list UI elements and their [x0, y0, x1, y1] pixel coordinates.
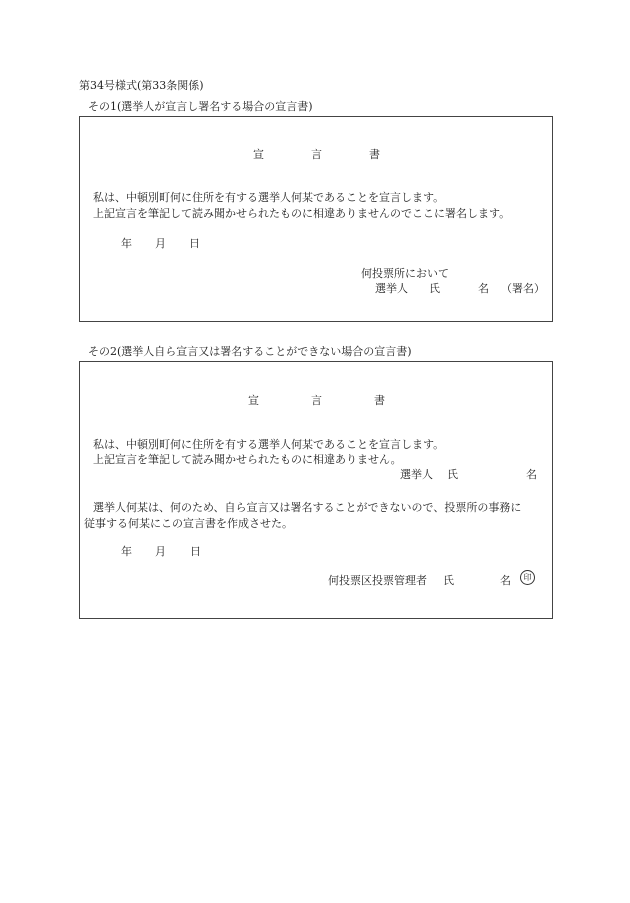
form2-date-year: 年 [121, 545, 132, 558]
form2-paragraph-line-2: 従事する何某にこの宣言書を作成させた。 [84, 517, 293, 530]
form1-place: 何投票所において [361, 267, 449, 280]
form1-subtitle: その1(選挙人が宣言し署名する場合の宣言書) [88, 100, 313, 113]
form1-title-char-1: 宣 [253, 148, 264, 161]
form1-signature-note: （署名） [501, 282, 545, 295]
form2-title-char-3: 書 [374, 394, 385, 407]
form2-title-char-2: 言 [311, 394, 322, 407]
form1-date-day: 日 [189, 237, 200, 250]
seal-icon: 印 [520, 570, 535, 585]
form1-title-char-3: 書 [369, 148, 380, 161]
form1-declaration-line-2: 上記宣言を筆記して読み聞かせられたものに相違ありませんのでここに署名します。 [93, 207, 511, 220]
form2-name-label-2: 名 [526, 468, 537, 481]
form2-manager-name-label-2: 名 [500, 574, 511, 587]
form2-date-month: 月 [155, 545, 166, 558]
form1-date-month: 月 [155, 237, 166, 250]
seal-mark [520, 570, 535, 585]
form1-box [79, 116, 553, 322]
form2-manager-name-label-1: 氏 [443, 574, 454, 587]
form2-date-day: 日 [190, 545, 201, 558]
form1-signer-role: 選挙人 [375, 282, 408, 295]
form1-name-label-1: 氏 [429, 282, 440, 295]
form-number: 第34号様式(第33条関係) [79, 79, 204, 92]
form2-title-char-1: 宣 [248, 394, 259, 407]
form2-subtitle: その2(選挙人自ら宣言又は署名することができない場合の宣言書) [88, 345, 412, 358]
form2-manager-role: 何投票区投票管理者 [328, 574, 427, 587]
form2-signer-role: 選挙人 [400, 468, 433, 481]
form2-paragraph-line-1: 選挙人何某は、何のため、自ら宣言又は署名することができないので、投票所の事務に [93, 501, 522, 514]
form1-name-label-2: 名 [478, 282, 489, 295]
form2-box [79, 361, 553, 619]
form1-date-year: 年 [121, 237, 132, 250]
form2-name-label-1: 氏 [447, 468, 458, 481]
form1-title-char-2: 言 [311, 148, 322, 161]
form1-declaration-line-1: 私は、中頓別町何に住所を有する選挙人何某であることを宣言します。 [93, 191, 445, 204]
form2-declaration-line-1: 私は、中頓別町何に住所を有する選挙人何某であることを宣言します。 [93, 438, 445, 451]
form2-declaration-line-2: 上記宣言を筆記して読み聞かせられたものに相違ありません。 [93, 453, 402, 466]
